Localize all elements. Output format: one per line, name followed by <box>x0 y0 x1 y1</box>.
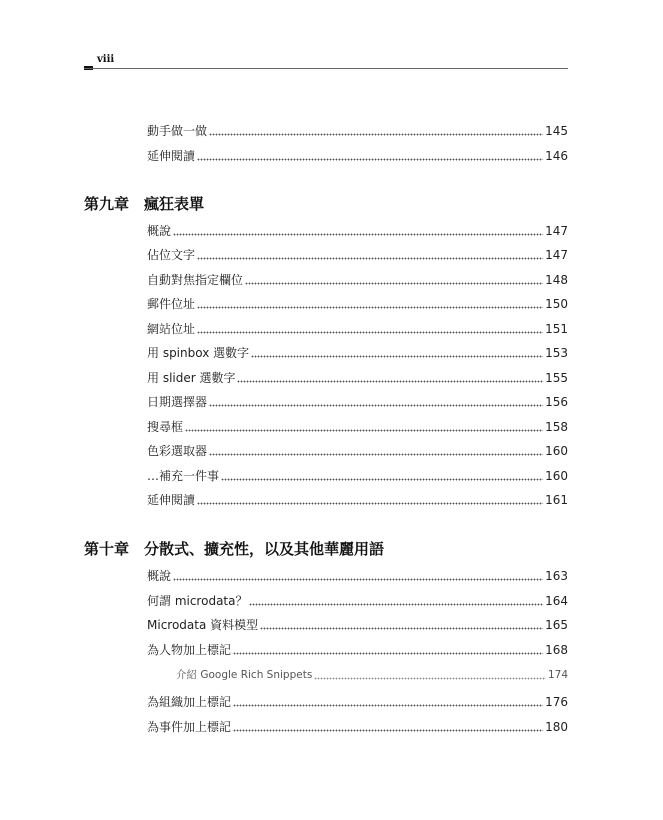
entry-page: 161 <box>545 493 568 507</box>
entry-label: 概說 <box>147 224 172 238</box>
entry-page: 151 <box>545 322 568 336</box>
entry-label: 為組織加上標記 <box>147 695 232 709</box>
dot-leader <box>197 495 543 505</box>
dot-leader <box>233 722 543 732</box>
header-rule <box>84 68 568 69</box>
entry-page: 156 <box>545 395 568 409</box>
toc-entry[interactable] <box>147 717 568 735</box>
dot-leader <box>260 620 543 630</box>
entry-label: 搜尋框 <box>147 420 184 434</box>
dot-leader <box>185 422 543 432</box>
dot-leader <box>245 275 543 285</box>
dot-leader <box>233 697 543 707</box>
entry-page: 147 <box>545 248 568 262</box>
dot-leader <box>314 670 546 680</box>
entry-page: 164 <box>545 594 568 608</box>
toc-entry[interactable] <box>147 615 568 633</box>
toc-entry[interactable] <box>147 692 568 710</box>
entry-page: 176 <box>545 695 568 709</box>
entry-page: 168 <box>545 643 568 657</box>
chapter-heading <box>84 193 204 214</box>
toc-subentry[interactable] <box>176 665 568 683</box>
chapter-heading <box>84 538 384 559</box>
entry-page: 145 <box>545 124 568 138</box>
chapter-number: 第九章 <box>84 195 130 213</box>
toc-entry[interactable] <box>147 368 568 386</box>
toc-entry[interactable] <box>147 392 568 410</box>
dot-leader <box>249 596 543 606</box>
entry-page: 146 <box>545 149 568 163</box>
entry-page: 148 <box>545 273 568 287</box>
entry-label: 郵件位址 <box>147 297 196 311</box>
entry-label: 為人物加上標記 <box>147 643 232 657</box>
entry-page: 147 <box>545 224 568 238</box>
dot-leader <box>209 126 543 136</box>
toc-entry[interactable] <box>147 146 568 164</box>
dot-leader <box>197 324 543 334</box>
chapter-number: 第十章 <box>84 540 130 558</box>
entry-page: 150 <box>545 297 568 311</box>
dot-leader <box>197 151 543 161</box>
toc-entry[interactable] <box>147 121 568 139</box>
toc-entry[interactable] <box>147 245 568 263</box>
entry-label: 概說 <box>147 569 172 583</box>
entry-page: 160 <box>545 444 568 458</box>
entry-label: …補充一件事 <box>147 469 220 483</box>
toc-entry[interactable] <box>147 319 568 337</box>
toc-entry[interactable] <box>147 294 568 312</box>
entry-page: 155 <box>545 371 568 385</box>
entry-page: 153 <box>545 346 568 360</box>
entry-label: 網站位址 <box>147 322 196 336</box>
toc-entry[interactable] <box>147 490 568 508</box>
entry-label: 延伸閱讀 <box>147 493 196 507</box>
dot-leader <box>197 299 543 309</box>
toc-entry[interactable] <box>147 640 568 658</box>
dot-leader <box>221 471 543 481</box>
dot-leader <box>209 397 543 407</box>
entry-page: 158 <box>545 420 568 434</box>
entry-label: 動手做一做 <box>147 124 208 138</box>
entry-page: 180 <box>545 720 568 734</box>
dot-leader <box>173 571 543 581</box>
entry-label: 用 slider 選數字 <box>147 371 236 385</box>
dot-leader <box>237 373 543 383</box>
entry-page: 165 <box>545 618 568 632</box>
toc-entry[interactable] <box>147 221 568 239</box>
entry-label: Microdata 資料模型 <box>147 618 259 632</box>
entry-label: 佔位文字 <box>147 248 196 262</box>
dot-leader <box>173 226 543 236</box>
toc-entry[interactable] <box>147 441 568 459</box>
toc-entry[interactable] <box>147 566 568 584</box>
entry-page: 163 <box>545 569 568 583</box>
toc-entry[interactable] <box>147 270 568 288</box>
chapter-title: 瘋狂表單 <box>144 195 205 213</box>
entry-label: 色彩選取器 <box>147 444 208 458</box>
entry-label: 延伸閱讀 <box>147 149 196 163</box>
entry-page: 174 <box>547 669 568 681</box>
entry-label: 介紹 Google Rich Snippets <box>176 669 313 681</box>
entry-label: 自動對焦指定欄位 <box>147 273 244 287</box>
entry-page: 160 <box>545 469 568 483</box>
toc-entry[interactable] <box>147 466 568 484</box>
entry-label: 用 spinbox 選數字 <box>147 346 250 360</box>
dot-leader <box>251 348 543 358</box>
page-number: viii <box>97 54 115 65</box>
toc-entry[interactable] <box>147 417 568 435</box>
entry-label: 日期選擇器 <box>147 395 208 409</box>
chapter-title: 分散式、擴充性，以及其他華麗用語 <box>144 540 385 558</box>
toc-entry[interactable] <box>147 343 568 361</box>
dot-leader <box>209 446 543 456</box>
toc-entry[interactable] <box>147 591 568 609</box>
entry-label: 何謂 microdata？ <box>147 594 248 608</box>
entry-label: 為事件加上標記 <box>147 720 232 734</box>
dot-leader <box>197 250 543 260</box>
dot-leader <box>233 645 543 655</box>
